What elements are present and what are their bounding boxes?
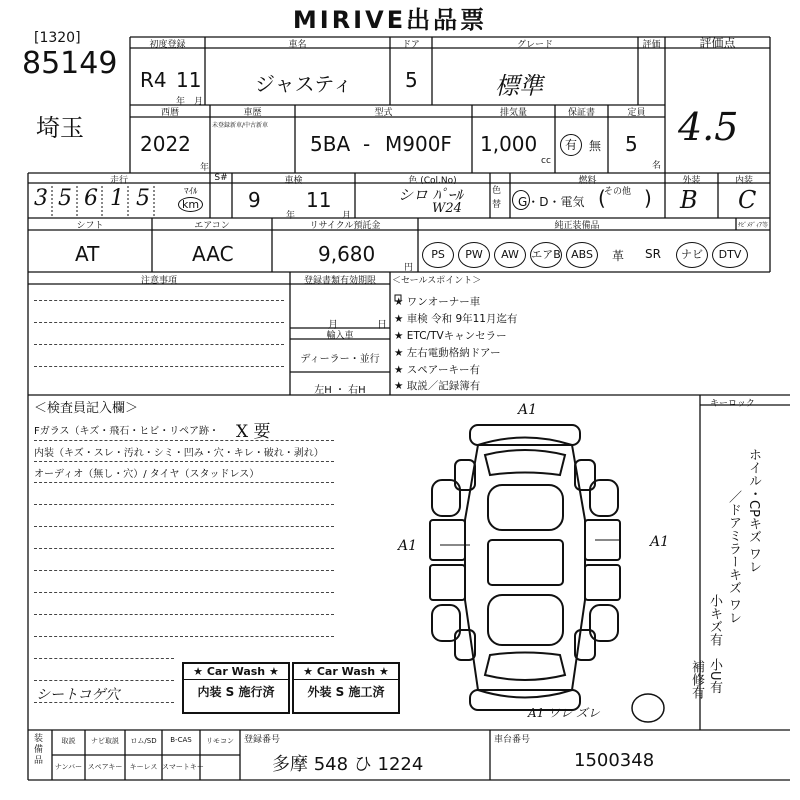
type-dash: - (363, 132, 371, 156)
hdr-color: 色 (Col.No) (408, 176, 457, 186)
hdr-doc-date: 登録書類有効期限 (303, 276, 376, 286)
hdr-nav-media: ﾅﾋﾞﾒﾃﾞｨｱ等 (737, 222, 768, 229)
footer-left-label: 装備品 (34, 734, 44, 766)
selling-point-2-text: 車検 令和 9年11月迄有 (406, 313, 518, 325)
right-vertical-5: 補修有 (689, 660, 704, 699)
hdr-model-name: 車名 (288, 40, 307, 50)
hdr-year: 西暦 (160, 108, 179, 118)
fuel-other: その他 (604, 187, 632, 197)
hdr-inspector: ＜検査員記入欄＞ (34, 401, 139, 416)
insp-line-h (34, 592, 334, 593)
year-west: 2022 (140, 132, 191, 156)
hdr-plate: 登録番号 (244, 735, 281, 745)
footer-item-9: スマートキー (162, 763, 204, 771)
insp-year-unit: 年 (286, 211, 296, 221)
car-wash-exterior (292, 662, 400, 714)
footer-item-4: B-CAS (170, 736, 192, 744)
type-code: M900F (385, 132, 452, 156)
mileage-digit-3: 6 (84, 186, 98, 211)
insp-line-g (34, 570, 334, 571)
mileage-digit-4: 1 (110, 186, 124, 211)
insp-line-j (34, 636, 334, 637)
selling-point-3-text: ETC/TVキャンセラー (406, 330, 507, 342)
equip-ps: PS (422, 242, 454, 268)
insp-line-l (34, 680, 174, 681)
fuel-selected-circle (512, 190, 530, 210)
note-line-4 (34, 366, 284, 367)
hdr-grade: グレード (516, 40, 553, 50)
hdr-int: 内装 (734, 176, 753, 186)
mark-right: A1 (650, 534, 670, 550)
hdr-type: 型式 (374, 108, 393, 118)
year-unit: 年 (200, 163, 210, 173)
hdr-shift: シフト (76, 221, 104, 231)
handle-side: 左H ・ 右H (314, 385, 366, 396)
fglass-mark: X 要 (236, 422, 271, 442)
footer-item-1: 取説 (61, 737, 76, 745)
ext-grade: B (680, 186, 698, 214)
note-line-3 (34, 344, 284, 345)
model-name: ジャスティ (255, 72, 353, 96)
capacity: 5 (625, 132, 638, 156)
shift: AT (75, 242, 100, 266)
right-vertical-3: 小キズ有 (707, 594, 722, 646)
import-type: ディーラー・並行 (300, 354, 380, 365)
mark-left: A1 (398, 538, 418, 554)
warranty-no: 無 (589, 139, 602, 153)
lot-number: 85149 (22, 46, 118, 81)
car-wash-interior (182, 662, 290, 714)
reg-era: R4 (140, 68, 167, 92)
hdr-capacity: 定員 (627, 108, 646, 118)
note-line-2 (34, 322, 284, 323)
mileage-digit-5: 5 (136, 186, 150, 211)
mileage-digit-1: 3 (34, 186, 48, 211)
equip-dtv: DTV (712, 242, 748, 268)
hdr-score: 評価 (642, 40, 661, 50)
displacement: 1,000 (480, 132, 538, 156)
hdr-aircon: エアコン (194, 221, 230, 231)
selling-point-4: ★ 左右電動格納ドアー (394, 347, 501, 359)
car-wash-interior-body: 内装 S 施行済 (197, 685, 275, 699)
hdr-shift-num: S# (214, 173, 228, 183)
reg-month-unit: 月 (194, 97, 204, 107)
type-prefix: 5BA (310, 132, 351, 156)
hdr-displacement: 排気量 (499, 108, 527, 118)
selling-point-4-text: 左右電動格納ドアー (406, 347, 501, 359)
insp-month-unit: 月 (342, 211, 352, 221)
insp-line-k (34, 658, 174, 659)
car-wash-exterior-head: ★ Car Wash ★ (294, 664, 398, 680)
handwritten-note: シートコゲ穴 (36, 687, 120, 703)
yen-unit: 円 (404, 263, 414, 273)
selling-point-5: ★ スペアーキー有 (394, 364, 480, 376)
mileage-digit-2: 5 (58, 186, 72, 211)
lot-code: [1320] (34, 30, 81, 46)
region: 埼玉 (36, 114, 84, 142)
hdr-ext: 外装 (682, 176, 701, 186)
history-note: 未登録新車/中古新車 (212, 122, 269, 129)
selling-point-5-text: スペアーキー有 (406, 364, 480, 376)
footer-item-7: スペアキー (87, 763, 123, 771)
int-grade: C (738, 186, 757, 214)
hdr-mileage: 走行 (109, 176, 128, 186)
footer-item-6: ナンバー (54, 763, 83, 771)
equip-leather: 革 (612, 249, 625, 263)
inspector-line-3: オーディオ（無し・穴）/ タイヤ（スタッドレス） (34, 469, 260, 480)
footer-item-2: ナビ取説 (91, 737, 119, 745)
color-change: 色替 (492, 186, 502, 210)
right-vertical-4: 小U有 (707, 658, 722, 694)
mark-top: A1 (518, 402, 538, 418)
reg-year-unit: 年 (176, 97, 186, 107)
cc-unit: cc (541, 156, 551, 166)
note-line-1 (34, 300, 284, 301)
hdr-selling-points: ＜セールスポイント＞ (392, 276, 482, 286)
car-wash-interior-head: ★ Car Wash ★ (184, 664, 288, 680)
inspector-line-1: Fガラス（キズ・飛石・ヒビ・リペア跡・ (34, 426, 220, 437)
color-name: シロ ﾊﾟｰﾙ (398, 186, 463, 204)
plate-number: 多摩 548 ひ 1224 (272, 754, 424, 775)
hdr-inspection: 車検 (284, 176, 303, 186)
equip-airbag: エアB (530, 242, 562, 268)
selling-point-6-text: 取説／記録簿有 (406, 380, 481, 392)
car-wash-exterior-body: 外装 S 施工済 (307, 685, 385, 699)
hdr-notes: 注意事項 (140, 276, 177, 286)
reg-month: 11 (176, 68, 202, 92)
footer-item-5: リモコン (206, 737, 234, 745)
selling-point-2: ★ 車検 令和 9年11月迄有 (394, 313, 518, 325)
hdr-import: 輸入車 (326, 331, 354, 341)
aircon: AAC (192, 242, 234, 266)
insp-month: 11 (306, 188, 332, 212)
right-vertical-2: ／ドアミラーキズ ワレ (726, 490, 741, 625)
insp-line-d (34, 504, 334, 505)
capacity-unit: 名 (652, 161, 662, 171)
hdr-score-pt: 評価点 (699, 36, 736, 50)
equip-navi: ナビ (676, 242, 708, 268)
footer-item-3: ロム/SD (130, 737, 157, 745)
insp-line-e (34, 526, 334, 527)
hdr-doors: ドア (402, 40, 420, 50)
fuel-paren-right: ) (644, 186, 652, 210)
hdr-keylock: キーロック (710, 399, 755, 409)
selling-point-3: ★ ETC/TVキャンセラー (394, 330, 507, 342)
selling-point-6: ★ 取説／記録簿有 (394, 380, 481, 392)
equip-pw: PW (458, 242, 490, 268)
fuel-options: G・D・電気 (518, 195, 585, 209)
form-title: MIRIVE出品票 (292, 6, 488, 34)
insp-line-b (34, 461, 334, 462)
insp-year: 9 (248, 188, 261, 212)
chassis-number: 1500348 (574, 750, 655, 771)
mark-bottom: A1 ワレ ズレ (528, 706, 600, 720)
warranty-yes: 有 (560, 134, 582, 156)
inspector-line-2: 内装（キズ・スレ・汚れ・シミ・凹み・穴・キレ・破れ・剥れ） (34, 448, 324, 459)
hdr-warranty: 保証書 (567, 108, 595, 118)
hdr-history: 車歴 (243, 108, 262, 118)
equip-sr: SR (645, 247, 661, 261)
right-vertical-1: ホイル・CPキズ ワレ (746, 448, 761, 574)
selling-point-1-text: ワンオーナー車 (406, 296, 481, 308)
insp-line-f (34, 548, 334, 549)
mileage-km: km (178, 197, 203, 212)
hdr-equipment: 純正装備品 (554, 221, 600, 231)
color-no: W24 (432, 201, 462, 216)
score-value: 4.5 (678, 105, 739, 149)
mileage-unit: ﾏｲﾙ (184, 187, 198, 197)
equip-aw: AW (494, 242, 526, 268)
insp-line-a (34, 440, 334, 441)
hdr-chassis: 車台番号 (494, 735, 531, 745)
footer-item-8: キーレス (129, 763, 158, 771)
selling-point-1: ★ ワンオーナー車 (394, 296, 481, 308)
hdr-first-reg: 初度登録 (149, 40, 186, 50)
insp-line-i (34, 614, 334, 615)
fuel-paren-left: ( (598, 186, 606, 210)
equip-abs: ABS (566, 242, 598, 268)
hdr-fuel: 燃料 (578, 176, 597, 186)
doc-day: 日 (377, 320, 387, 331)
doc-month: 月 (328, 320, 338, 331)
insp-line-c (34, 482, 334, 483)
recycle: 9,680 (318, 242, 376, 266)
doors: 5 (405, 68, 418, 92)
hdr-recycle: リサイクル預託金 (309, 221, 381, 231)
car-diagram (430, 425, 620, 710)
grade: 標準 (495, 72, 543, 100)
